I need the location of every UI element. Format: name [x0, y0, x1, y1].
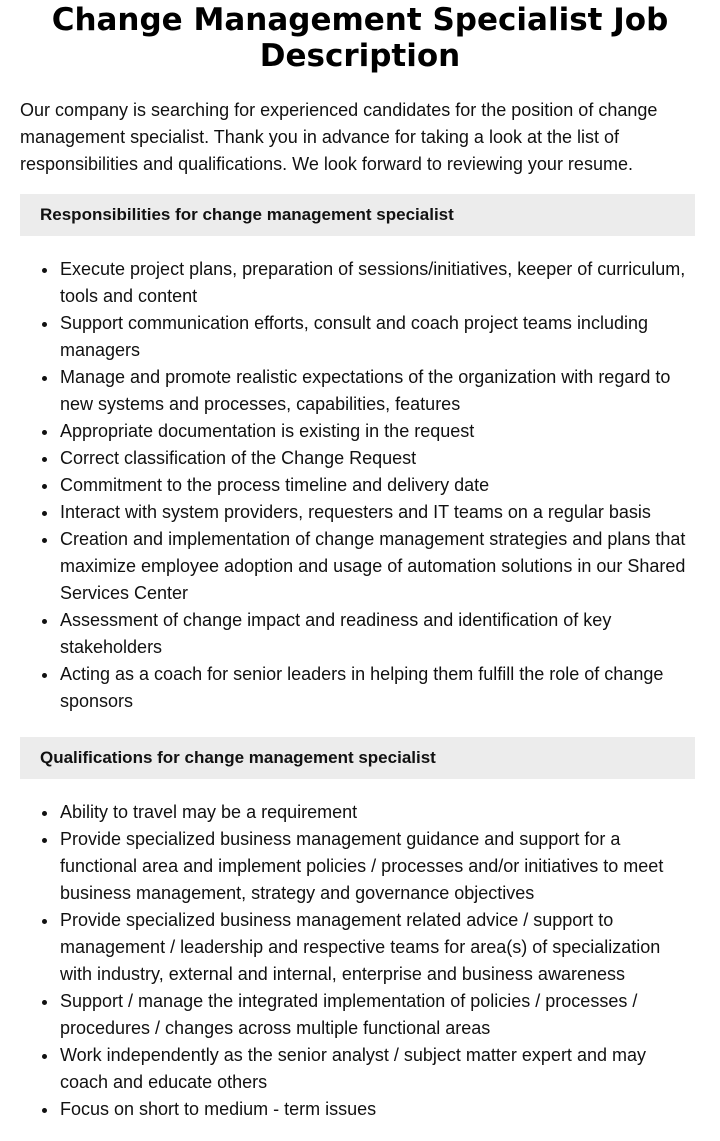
list-item: Assessment of change impact and readiness and identification of key stakeholders — [60, 607, 696, 661]
list-item: Work independently as the senior analyst / subject matter expert and may coach and educate others — [60, 1042, 696, 1096]
list-item: Interact with system providers, requesters and IT teams on a regular basis — [60, 499, 696, 526]
list-item: Acting as a coach for senior leaders in helping them fulfill the role of change sponsors — [60, 661, 696, 715]
responsibilities-heading: Responsibilities for change management specialist — [20, 194, 695, 236]
page-title: Change Management Specialist Job Description — [51, 2, 669, 74]
list-item: Support communication efforts, consult and coach project teams including managers — [60, 310, 696, 364]
list-item: Correct classification of the Change Request — [60, 445, 696, 472]
responsibilities-list — [0, 256, 696, 715]
list-item: Commitment to the process timeline and delivery date — [60, 472, 696, 499]
list-item: Manage and promote realistic expectations of the organization with regard to new systems and processes, capabilities, features — [60, 364, 696, 418]
list-item: Support / manage the integrated implementation of policies / processes / procedures / changes across multiple functional areas — [60, 988, 696, 1042]
list-item: Creation and implementation of change management strategies and plans that maximize employee adoption and usage of automation solutions in our Shared Services Center — [60, 526, 696, 607]
intro-paragraph: Our company is searching for experienced candidates for the position of change management specialist. Thank you in advance for taking a look at the list of responsibilities and qualifications. We look forward to reviewing your resume. — [20, 100, 658, 174]
qualifications-heading: Qualifications for change management specialist — [20, 737, 695, 779]
list-item: Appropriate documentation is existing in the request — [60, 418, 696, 445]
list-item: Provide specialized business management related advice / support to management / leadership and respective teams for area(s) of specialization with industry, external and internal, enterprise and business awareness — [60, 907, 696, 988]
qualifications-list — [0, 799, 696, 1123]
list-item: Execute project plans, preparation of sessions/initiatives, keeper of curriculum, tools and content — [60, 256, 696, 310]
list-item: Ability to travel may be a requirement — [60, 799, 696, 826]
list-item: Focus on short to medium - term issues — [60, 1096, 696, 1123]
list-item: Provide specialized business management guidance and support for a functional area and implement policies / processes and/or initiatives to meet business management, strategy and governance objectives — [60, 826, 696, 907]
